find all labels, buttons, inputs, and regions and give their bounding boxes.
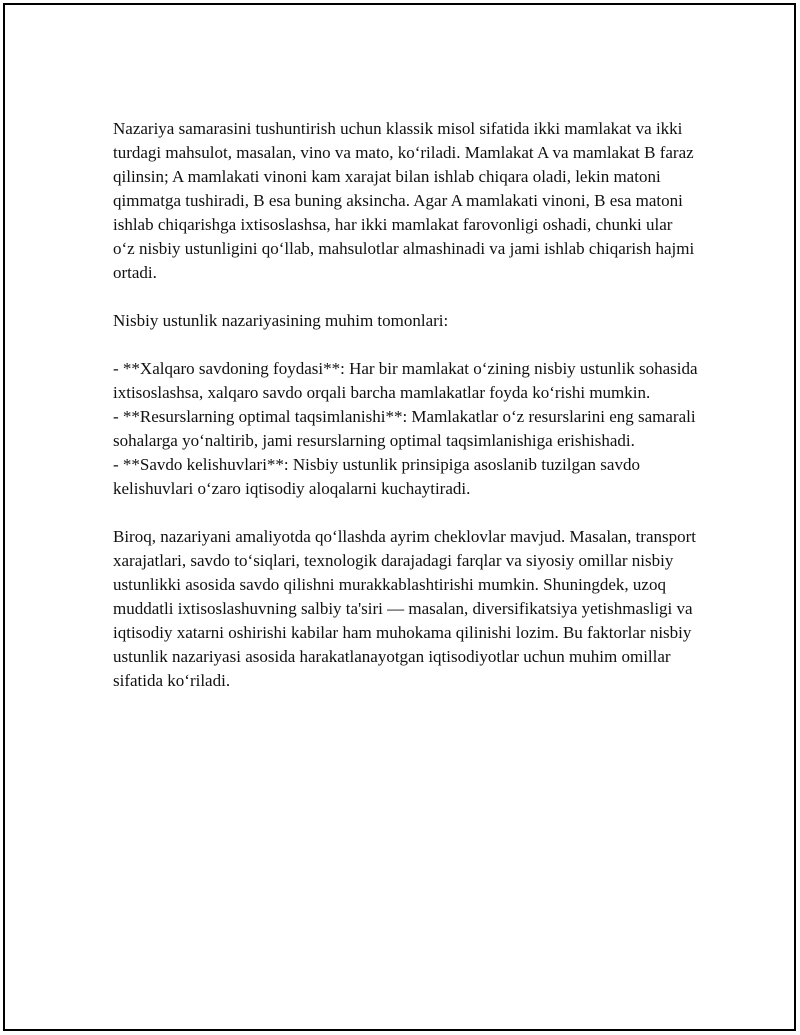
list-item: - **Savdo kelishuvlari**: Nisbiy ustunlik prinsipiga asoslanib tuzilgan savdo kelishuvlari oʻzaro iqtisodiy aloqalarni kuchaytiradi. (113, 455, 640, 498)
paragraph-example: Nazariya samarasini tushuntirish uchun klassik misol sifatida ikki mamlakat va ikki turdagi mahsulot, masalan, vino va mato, koʻriladi. Mamlakat A va mamlakat B faraz qilinsin; A mamlakati vinoni kam xarajat bilan ishlab chiqara oladi, lekin matoni qimmatga tushiradi, B esa buning aksincha. Agar A mamlakati vinoni, B esa matoni ishlab chiqarishga ixtisoslashsa, har ikki mamlakat farovonligi oshadi, chunki ular oʻz nisbiy ustunligini qoʻllab, mahsulotlar almashinadi va jami ishlab chiqarish hajmi ortadi. (113, 119, 695, 282)
list-item: - **Xalqaro savdoning foydasi**: Har bir mamlakat oʻzining nisbiy ustunlik sohasida ixtisoslashsa, xalqaro savdo orqali barcha mamlakatlar foyda koʻrishi mumkin. (113, 359, 698, 402)
paragraph-limitations: Biroq, nazariyani amaliyotda qoʻllashda ayrim cheklovlar mavjud. Masalan, transport xarajatlari, savdo toʻsiqlari, texnologik darajadagi farqlar va siyosiy omillar nisbiy ustunlikki asosida savdo qilishni murakkablashtirishi mumkin. Shuningdek, uzoq muddatli ixtisoslashuvning salbiy ta'siri — masalan, diversifikatsiya yetishmasligi va iqtisodiy xatarni oshirishi kabilar ham muhokama qilinishi lozim. Bu faktorlar nisbiy ustunlik nazariyasi asosida harakatlanayotgan iqtisodiyotlar uchun muhim omillar sifatida koʻriladi. (113, 527, 697, 690)
list-intro: Nisbiy ustunlik nazariyasining muhim tomonlari: (113, 311, 449, 330)
list-item: - **Resurslarning optimal taqsimlanishi**: Mamlakatlar oʻz resurslarini eng samarali sohalarga yoʻnaltirib, jami resurslarning optimal taqsimlanishiga erishishadi. (113, 407, 696, 450)
document-body (113, 117, 698, 717)
key-points-list (113, 357, 698, 501)
